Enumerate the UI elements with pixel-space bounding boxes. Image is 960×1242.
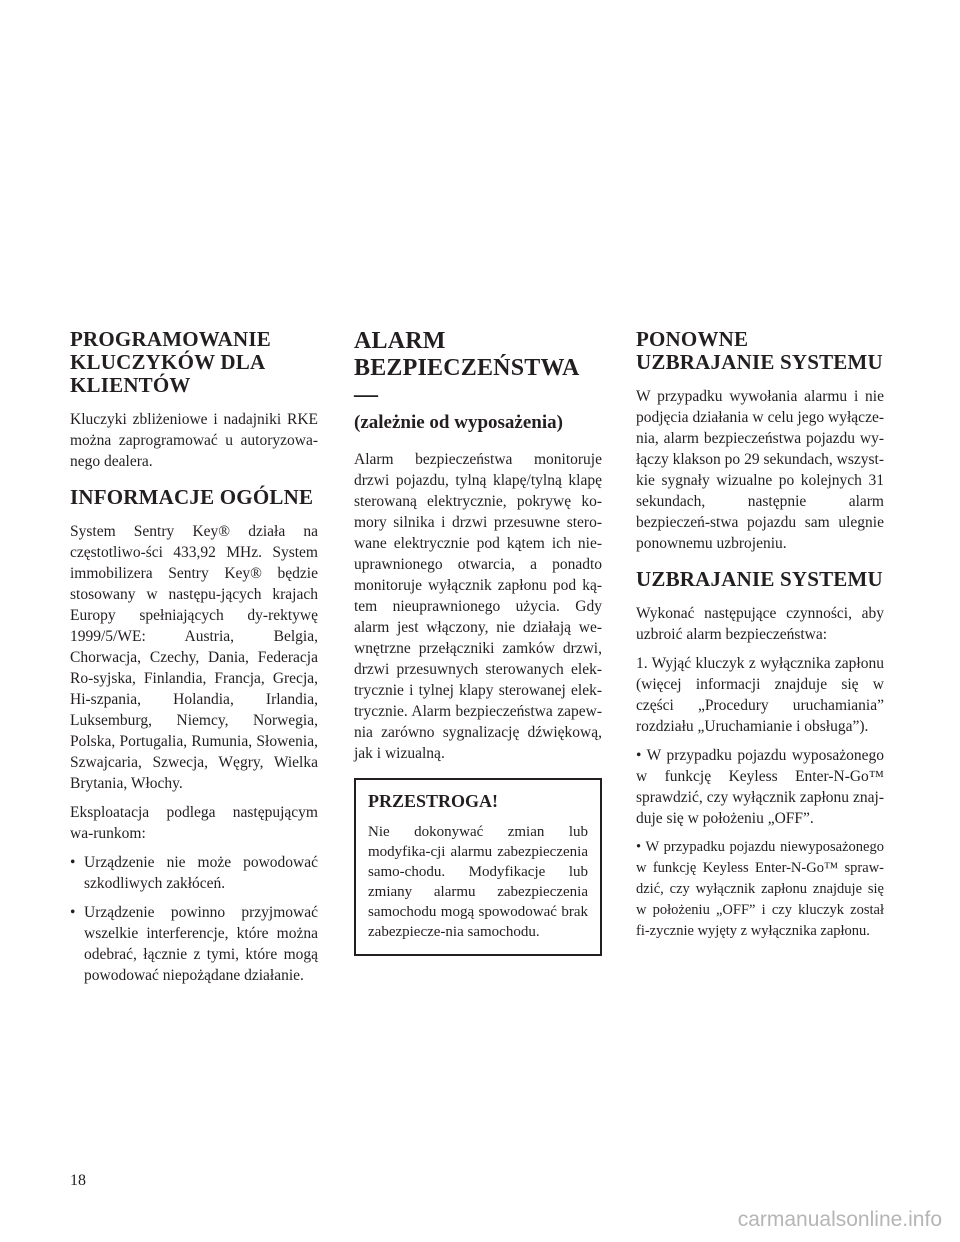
bullet-icon: •	[70, 854, 76, 871]
conditions-list	[70, 852, 318, 986]
paragraph-uzbrajanie-intro: Wykonać następujące czynności, aby uzbroić alarm bezpieczeństwa:	[636, 605, 884, 643]
heading-informacje-ogolne: INFORMACJE OGÓLNE	[70, 485, 314, 509]
list-item: • Urządzenie nie może powodować szkodliwych zakłóceń.	[70, 854, 318, 892]
page-number: 18	[70, 1172, 86, 1189]
paragraph-ponowne-uzbrajanie: W przypadku wywołania alarmu i nie podjęcia działania w celu jego wyłącze-nia, alarm bezpieczeństwa pojazdu wy-łączy klakson po 29 sekundach, wszyst-kie sygnały wizualne po kolejnych 31 sekundach, następnie alarm bezpieczeń-stwa pojazdu sam ulegnie ponownemu uzbrojeniu.	[636, 388, 884, 552]
step-no-keyless: • W przypadku pojazdu niewyposażonego w funkcję Keyless Enter-N-Go™ spraw-dzić, czy wyłącznik zapłonu znajduje się w położeniu „OFF” i czy kluczyk został fi-zycznie wyjęty z wyłącznika zapłonu.	[636, 839, 884, 939]
heading-ponowne-uzbrajanie: PONOWNE UZBRAJANIE SYSTEMU	[636, 327, 883, 374]
heading-alarm-bezpieczenstwa: ALARM BEZPIECZEŃSTWA —	[354, 328, 579, 408]
subheading-equipment: (zależnie od wyposażenia)	[354, 412, 563, 433]
column-middle	[354, 328, 602, 956]
warning-title: PRZESTROGA!	[368, 791, 499, 811]
column-right	[636, 328, 884, 950]
list-item: • Urządzenie powinno przyjmować wszelkie interferencje, które można odebrać, łącznie z tymi, które mogą powodować niepożądane działanie.	[70, 904, 318, 984]
column-left	[70, 328, 318, 994]
heading-programowanie-kluczykow: PROGRAMOWANIE KLUCZYKÓW DLA KLIENTÓW	[70, 327, 271, 397]
bullet-icon: •	[70, 904, 76, 921]
watermark: carmanualsonline.info	[737, 1208, 942, 1231]
paragraph-eksploatacja: Eksploatacja podlega następującym wa-runkom:	[70, 804, 318, 842]
paragraph-kluczyki: Kluczyki zbliżeniowe i nadajniki RKE można zaprogramować u autoryzowa-nego dealera.	[70, 411, 318, 470]
warning-box	[354, 778, 602, 956]
paragraph-alarm-description: Alarm bezpieczeństwa monitoruje drzwi pojazdu, tylną klapę/tylną klapę sterowaną elektrycznie, pokrywę ko-mory silnika i drzwi przesuwne stero-wane elektrycznie pod kątem ich nie-uprawnionego otwarcia, a ponadto monitoruje wyłącznik zapłonu pod ką-tem nieuprawnionego użycia. Gdy alarm jest włączony, nie działają we-wnętrzne przełączniki zamków drzwi, drzwi przesuwnych sterowanych elek-trycznie i tylnej klapy sterowanej elek-trycznie. Alarm bezpieczeństwa zapew-nia zarówno sygnalizację dźwiękową, jak i wizualną.	[354, 451, 602, 762]
warning-text: Nie dokonywać zmian lub modyfika-cji alarmu zabezpieczenia samo-chodu. Modyfikacje lub zmiany alarmu zabezpieczenia samochodu mogą spowodować brak zabezpiecze-nia samochodu.	[368, 824, 588, 940]
heading-uzbrajanie-systemu: UZBRAJANIE SYSTEMU	[636, 567, 883, 591]
paragraph-sentry-key: System Sentry Key® działa na częstotliwo-ści 433,92 MHz. System immobilizera Sentry Key® będzie stosowany w następu-jących krajach Europy spełniających dy-rektywę 1999/5/WE: Austria, Belgia, Chorwacja, Czechy, Dania, Federacja Ro-syjska, Finlandia, Francja, Grecja, Hi-szpania, Holandia, Irlandia, Luksemburg, Niemcy, Norwegia, Polska, Portugalia, Rumunia, Słowenia, Szwajcaria, Szwecja, Węgry, Wielka Brytania, Włochy.	[70, 523, 318, 792]
step-keyless: • W przypadku pojazdu wyposażonego w funkcję Keyless Enter-N-Go™ sprawdzić, czy wyłącznik zapłonu znaj-duje się w położeniu „OFF”.	[636, 747, 884, 827]
step-1: 1. Wyjąć kluczyk z wyłącznika zapłonu (więcej informacji znajduje się w części „Procedury uruchamiania” rozdziału „Uruchamianie i obsługa”).	[636, 655, 884, 735]
